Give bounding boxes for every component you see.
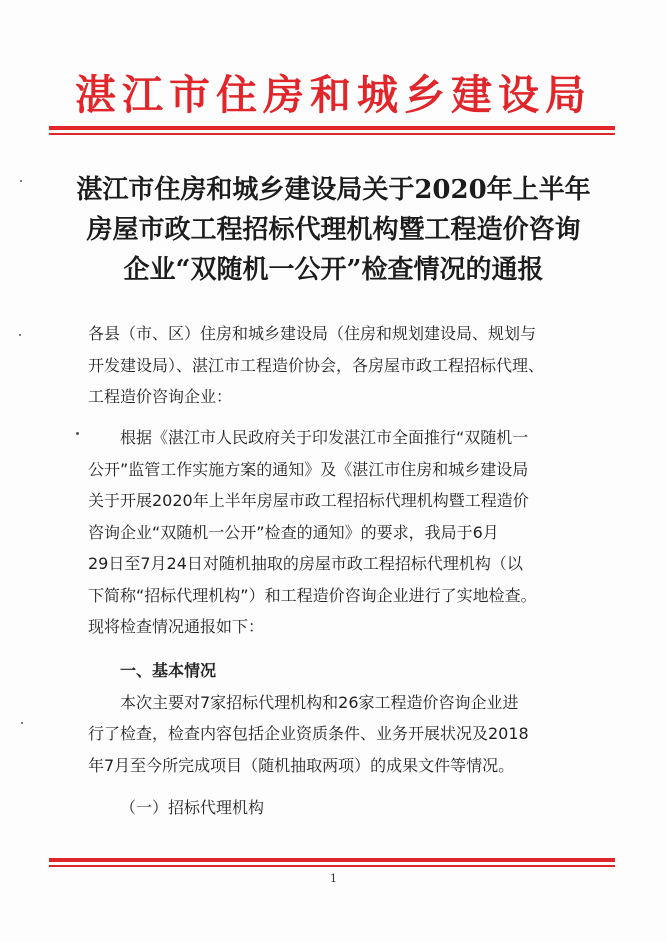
- letterhead-rule-thick: [49, 126, 615, 130]
- title-line: 企业“双随机一公开”检查情况的通报: [123, 255, 544, 285]
- section-line: 行了检查，检查内容包括企业资质条件、业务开展状况及2018: [88, 724, 529, 743]
- section-line: 年7月至今所完成项目（随机抽取两项）的成果文件等情况。: [88, 755, 515, 775]
- paragraph-line: 29日至7月24日对随机抽取的房屋市政工程招标代理机构（以: [88, 554, 523, 573]
- paragraph-line: 关于开展2020年上半年房屋市政工程招标代理机构暨工程造价: [88, 491, 529, 510]
- page-number: 1: [330, 872, 337, 885]
- subsection-heading: （一）招标代理机构: [120, 798, 265, 817]
- salutation-line: 各县（市、区）住房和城乡建设局（住房和规划建设局、规划与: [88, 324, 537, 343]
- section-basic-situation: [88, 655, 588, 781]
- salutation: [88, 318, 588, 413]
- scan-speck: [20, 180, 22, 182]
- footer-rule-thick: [49, 858, 615, 862]
- paragraph-line: 现将检查情况通报如下：: [88, 617, 265, 636]
- document-title: [40, 170, 627, 290]
- salutation-line: 开发建设局）、湛江市工程造价协会，各房屋市政工程招标代理、: [88, 355, 545, 375]
- section-heading: 一、基本情况: [120, 661, 217, 680]
- scan-speck: [21, 722, 23, 724]
- paragraph-basis: [88, 422, 588, 643]
- title-line: 湛江市住房和城乡建设局关于2020年上半年: [76, 175, 591, 205]
- paragraph-line: 咨询企业“双随机一公开”检查的通知》的要求，我局于6月: [88, 522, 499, 542]
- scan-speck: [19, 334, 21, 336]
- title-line: 房屋市政工程招标代理机构暨工程造价咨询: [86, 215, 581, 245]
- paragraph-line: 根据《湛江市人民政府关于印发湛江市全面推行“双随机一: [120, 428, 529, 447]
- paragraph-line: 下简称“招标代理机构”）和工程造价咨询企业进行了实地检查。: [88, 585, 537, 605]
- section-line: 本次主要对7家招标代理机构和26家工程造价咨询企业进: [120, 692, 519, 712]
- footer-rule-thin: [49, 865, 615, 867]
- paragraph-line: 公开”监管工作实施方案的通知》及《湛江市住房和城乡建设局: [88, 459, 529, 479]
- subsection-bidding-agencies: [88, 792, 588, 824]
- salutation-line: 工程造价咨询企业：: [88, 387, 233, 406]
- letterhead-organization: 湛江市住房和城乡建设局: [75, 71, 592, 119]
- scan-speck: [76, 432, 79, 435]
- letterhead-rule-thin: [49, 133, 615, 135]
